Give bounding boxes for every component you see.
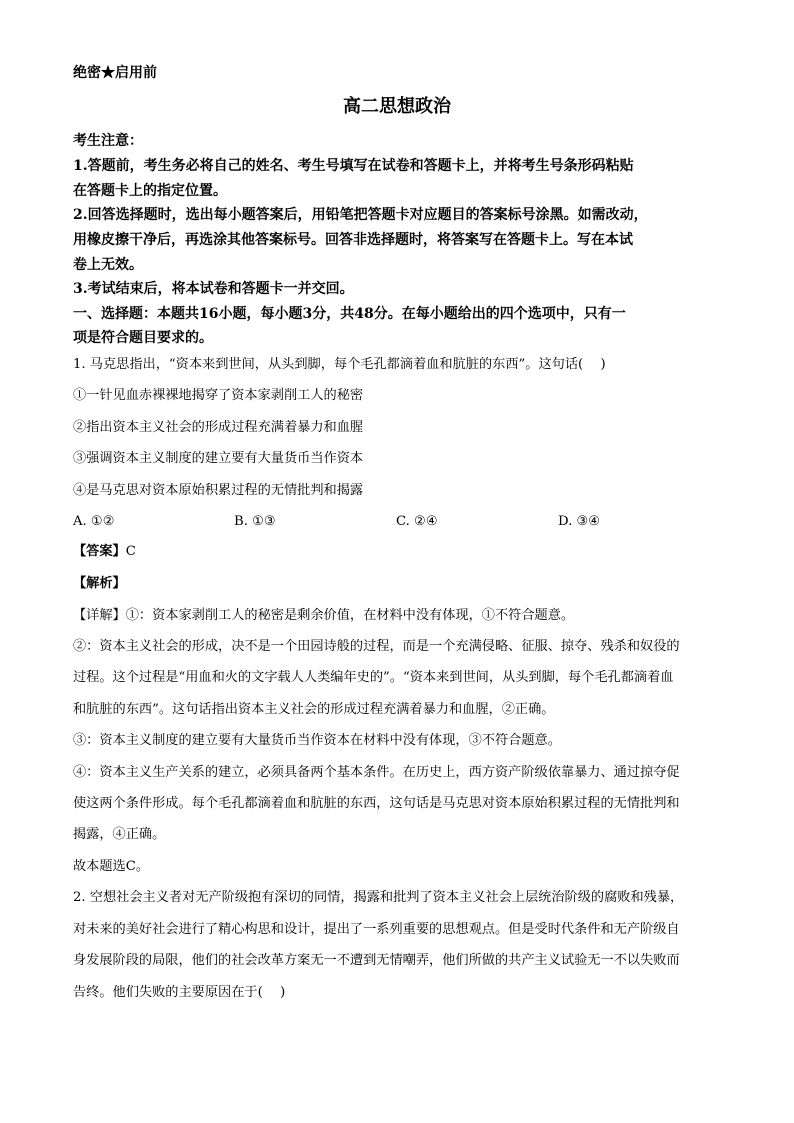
q1-detail-line: ④：资本主义生产关系的建立，必须具备两个基本条件。在历史上，西方资产阶级依靠暴力、通过掠夺促 [73,765,680,780]
q1-detail-line: ②：资本主义社会的形成，决不是一个田园诗般的过程，而是一个充满侵略、征服、掠夺、残杀和奴役的 [73,639,680,654]
q2-line: 2. 空想社会主义者对无产阶级抱有深切的同情，揭露和批判了资本主义社会上层统治阶级的腐败和残暴， [73,890,684,905]
secret-label: 绝密★启用前 [73,65,157,81]
answer-label: 【答案】 [73,544,126,559]
answer-value: C [125,544,136,559]
q1-answer [73,543,733,561]
q2-line: 身发展阶段的局限，他们的社会改革方案无一不遭到无情嘲弄，他们所做的共产主义试验无一不以失败而 [73,953,680,968]
notice-line: 卷上无效。 [73,257,143,273]
q1-option-d: D. ③④ [558,514,601,529]
page-title: 高二思想政治 [343,96,451,117]
q1-detail-line: 使这两个条件形成。每个毛孔都滴着血和肮脏的东西，这句话是马克思对资本原始积累过程的无情批判和 [73,796,680,811]
section-heading: 一、选择题：本题共16小题，每小题3分，共48分。在每小题给出的四个选项中，只有一 [73,306,626,322]
q1-stem: 1. 马克思指出，“资本来到世间，从头到脚，每个毛孔都滴着血和肮脏的东西”。这句话( ) [73,357,606,372]
notice-line: 用橡皮擦干净后，再选涂其他答案标号。回答非选择题时，将答案写在答题卡上。写在本试 [73,232,633,248]
notice-line: 2.回答选择题时，选出每小题答案后，用铅笔把答题卡对应题目的答案标号涂黑。如需改动， [73,207,648,223]
q1-item: ③强调资本主义制度的建立要有大量货币当作资本 [73,451,364,466]
notice-line: 1.答题前，考生务必将自己的姓名、考生号填写在试卷和答题卡上，并将考生号条形码粘贴 [73,158,634,174]
q1-item: ④是马克思对资本原始积累过程的无情批判和揭露 [73,483,364,498]
q1-detail-line: 【详解】①：资本家剥削工人的秘密是剩余价值，在材料中没有体现，①不符合题意。 [73,608,575,623]
q2-line: 告终。他们失败的主要原因在于( ) [73,985,286,1000]
section-heading: 项是符合题目要求的。 [73,330,213,346]
q1-detail-line: 和肮脏的东西”。这句话指出资本主义社会的形成过程充满着暴力和血腥，②正确。 [73,702,555,717]
q1-option-a: A. ①② [73,514,115,529]
notice-line: 3.考试结束后，将本试卷和答题卡一并交回。 [73,281,354,297]
q1-detail-line: 过程。这个过程是“用血和火的文字载人人类编年史的”。“资本来到世间，从头到脚，每个毛孔都滴着血 [73,670,674,685]
analysis-label: 【解析】 [73,576,126,591]
notice-line: 在答题卡上的指定位置。 [73,183,227,199]
q1-item: ①一针见血赤裸裸地揭穿了资本家剥削工人的秘密 [73,388,364,403]
q1-option-b: B. ①③ [234,514,276,529]
q1-detail-line: 故本题选C。 [73,859,150,874]
q1-item: ②指出资本主义社会的形成过程充满着暴力和血腥 [73,420,364,435]
notice-heading: 考生注意： [73,133,143,149]
q1-analysis-label [73,575,733,593]
q1-detail-line: 揭露，④正确。 [73,827,166,842]
q1-detail-line: ③：资本主义制度的建立要有大量货币当作资本在材料中没有体现，③不符合题意。 [73,733,561,748]
q2-line: 对未来的美好社会进行了精心构思和设计，提出了一系列重要的思想观点。但是受时代条件和无产阶级自 [73,922,680,937]
q1-option-c: C. ②④ [396,514,438,529]
